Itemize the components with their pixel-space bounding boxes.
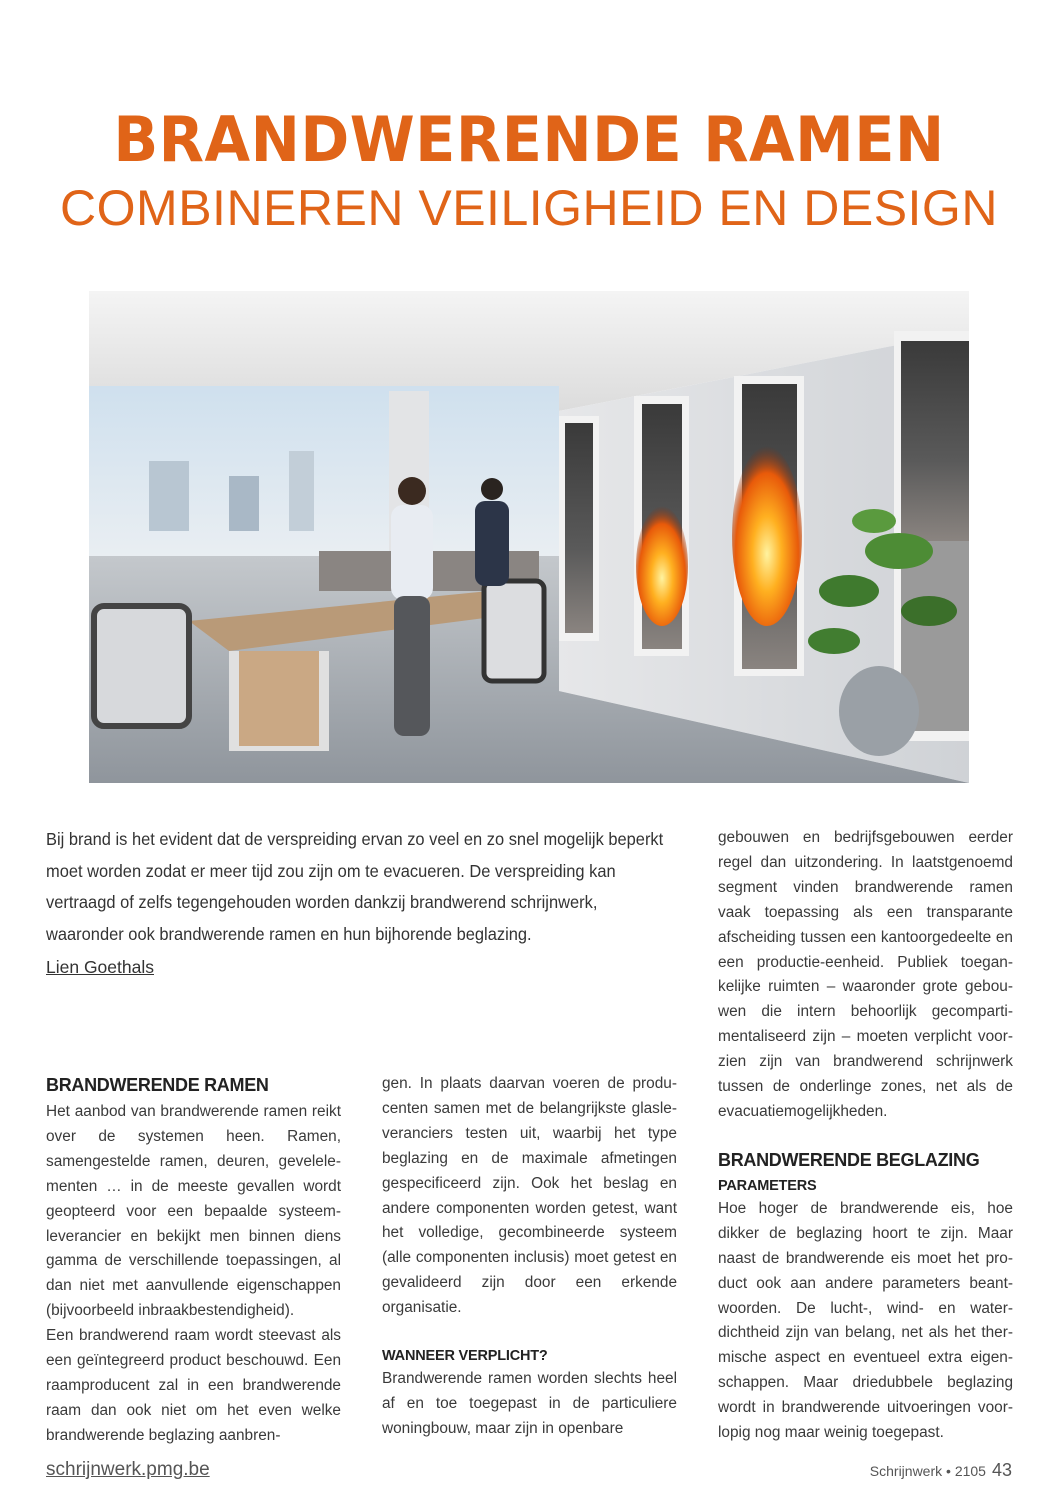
paragraph: gen. In plaats daarvan voeren de producenten samen met de belangrijkste glasleveranciers testen uit, waarbij het type beglazing en de maximale afmetingen gespecificeerd zijn. Ook het beslag en andere componenten worden getest, want het volledige, gecombineerde systeem (alle componenten inclusis) moet getest en gevalideerd zijn door een erkende organisatie. — [382, 1075, 677, 1317]
paragraph: Het aanbod van brandwerende ramen reikt over de systemen heen. Ramen, samengestelde ramen, deuren, gevelelementen … in de meeste gevallen wordt geopteerd voor een bepaalde systeemleverancier en bekijkt men binnen diens gamma de verschillende toepassingen, al dan niet met aanvullende eigenschappen (bijvoorbeeld inbraakbestendigheid). — [46, 1103, 341, 1320]
section-heading: WANNEER VERPLICHT? — [382, 1348, 548, 1365]
author-link[interactable]: Lien Goethals — [46, 957, 154, 977]
paragraph: gebouwen en bedrijfsgebouwen eerder regel dan uitzondering. In laatstgenoemd segment vinden brandwerende ramen vaak toepassing als een transparante afscheiding tussen een kantoorgedeelte en een productie-eenheid. Publiek toegankelijke ruimten – waaronder grote gebouwen die intern behoorlijk gecompartimentaliseerd zijn – moeten verplicht voorzien zijn van brandwerend schrijnwerk tussen de onderlinge zones, net als de evacuatiemogelijkheden. — [718, 829, 1013, 1120]
column-1 — [46, 1072, 341, 1449]
paragraph: Hoe hoger de brandwerende eis, hoe dikker de beglazing hoort te zijn. Maar naast de brandwerende eis moet het product ook aan andere parameters beantwoorden. De lucht-, wind- en waterdichtheid zijn van belang, net als het thermische aspect en eventueel extra eigenschappen. Maar driedubbele beglazing wordt in brandwerende uitvoeringen voorlopig nog maar weinig toegepast. — [718, 1199, 1013, 1442]
intro-lead: Bij brand is het evident dat de verspreiding ervan zo veel en zo snel mogelijk beperkt moet worden zodat er meer tijd zou zijn om te evacueren. De verspreiding kan vertraagd of zelfs tegengehouden worden dankzij brandwerend schrijnwerk, waaronder ook brandwerende ramen en hun bijhorende beglazing. — [46, 829, 664, 944]
footer-url-link[interactable]: schrijnwerk.pmg.be — [46, 1459, 210, 1480]
section-heading: BRANDWERENDE RAMEN — [46, 1075, 269, 1095]
paragraph: Een brandwerend raam wordt steevast als een geïntegreerd product beschouwd. Een raamproducent zal in een brandwerende raam dan ook niet om het even welke brandwerende beglazing aanbren- — [46, 1327, 341, 1444]
office-fire-photo — [89, 291, 969, 783]
hero-image — [89, 291, 969, 783]
paragraph: Brandwerende ramen worden slechts heel af en toe toegepast in de particuliere woningbouw, maar zijn in openbare — [382, 1370, 677, 1437]
page-number: 43 — [991, 1460, 1012, 1480]
article-subtitle: COMBINEREN VEILIGHEID EN DESIGN — [60, 180, 998, 236]
sub-heading: PARAMETERS — [718, 1177, 817, 1194]
column-2 — [382, 1072, 677, 1442]
issue-label: Schrijnwerk • 2105 — [869, 1463, 986, 1479]
article-title: BRANDWERENDE RAMEN — [113, 103, 945, 176]
column-3 — [718, 826, 1013, 1446]
section-heading: BRANDWERENDE BEGLAZING — [718, 1149, 980, 1170]
footer-issue — [870, 1458, 1012, 1483]
